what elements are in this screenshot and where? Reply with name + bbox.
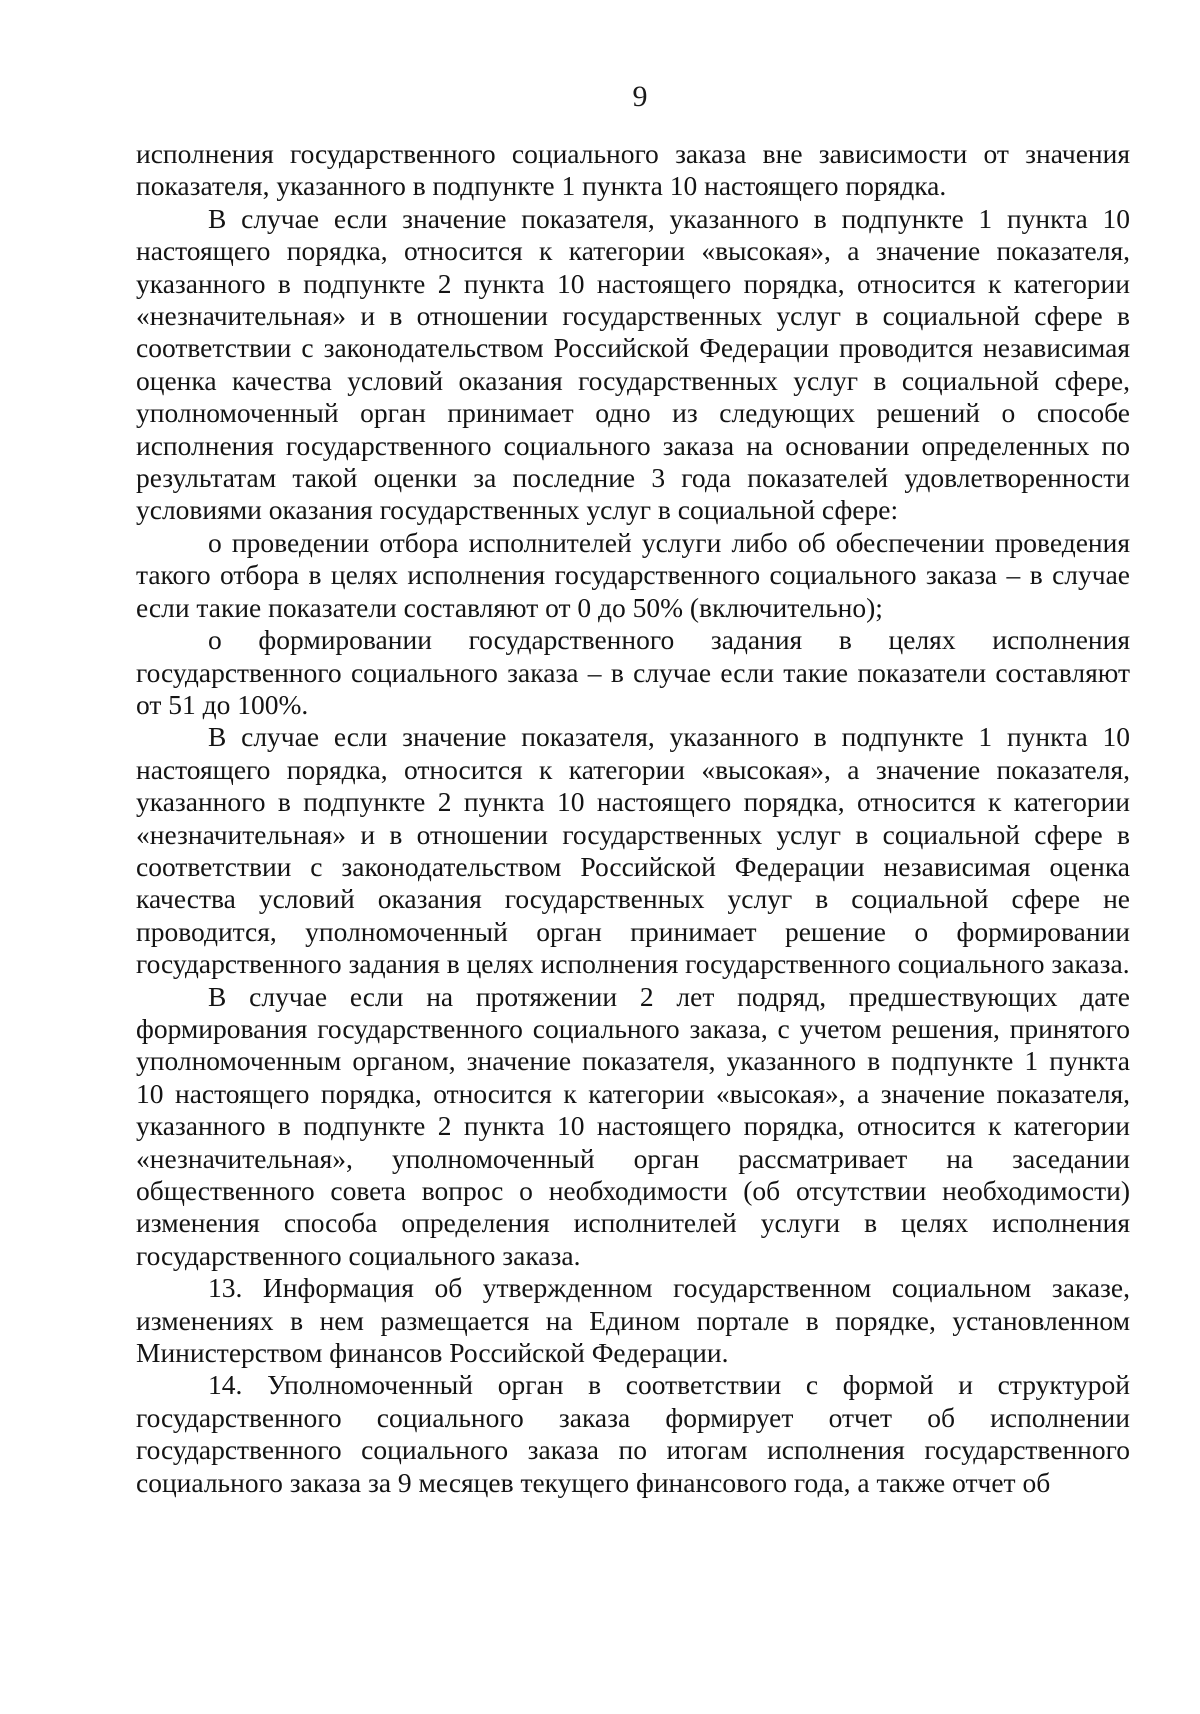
paragraph-continuation: исполнения государственного социального заказа вне зависимости от значения показателя, указанного в подпункте 1 пункта 10 настоящего порядка. bbox=[136, 138, 1130, 202]
paragraph-item-13: 13. Информация об утвержденном государственном социальном заказе, изменениях в нем размещается на Едином портале в порядке, установленном Министерством финансов Российской Федерации. bbox=[136, 1272, 1130, 1369]
paragraph-high-category-assessment: В случае если значение показателя, указанного в подпункте 1 пункта 10 настоящего порядка, относится к категории «высокая», а значение показателя, указанного в подпункте 2 пункта 10 настоящего порядка, относится к категории «незначительная» и в отношении государственных услуг в социальной сфере в соответствии с законодательством Российской Федерации проводится независимая оценка качества условий оказания государственных услуг в социальной сфере, уполномоченный орган принимает одно из следующих решений о способе исполнения государственного социального заказа на основании определенных по результатам такой оценки за последние 3 года показателей удовлетворенности условиями оказания государственных услуг в социальной сфере: bbox=[136, 202, 1130, 526]
paragraph-no-assessment: В случае если значение показателя, указанного в подпункте 1 пункта 10 настоящего порядка, относится к категории «высокая», а значение показателя, указанного в подпункте 2 пункта 10 настоящего порядка, относится к категории «незначительная» и в отношении государственных услуг в социальной сфере в соответствии с законодательством Российской Федерации независимая оценка качества условий оказания государственных услуг в социальной сфере не проводится, уполномоченный орган принимает решение о формировании государственного задания в целях исполнения государственного социального заказа. bbox=[136, 721, 1130, 980]
document-body bbox=[136, 138, 1130, 1499]
page-number: 9 bbox=[632, 80, 648, 113]
paragraph-option-selection: о проведении отбора исполнителей услуги либо об обеспечении проведения такого отбора в целях исполнения государственного социального заказа – в случае если такие показатели составляют от 0 до 50% (включительно); bbox=[136, 526, 1130, 623]
paragraph-option-state-task: о формировании государственного задания в целях исполнения государственного социального заказа – в случае если такие показатели составляют от 51 до 100%. bbox=[136, 624, 1130, 720]
paragraph-two-years: В случае если на протяжении 2 лет подряд, предшествующих дате формирования государственного социального заказа, с учетом решения, принятого уполномоченным органом, значение показателя, указанного в подпункте 1 пункта 10 настоящего порядка, относится к категории «высокая», а значение показателя, указанного в подпункте 2 пункта 10 настоящего порядка, относится к категории «незначительная», уполномоченный орган рассматривает на заседании общественного совета вопрос о необходимости (об отсутствии необходимости) изменения способа определения исполнителей услуги в целях исполнения государственного социального заказа. bbox=[136, 980, 1130, 1271]
paragraph-item-14: 14. Уполномоченный орган в соответствии с формой и структурой государственного социального заказа формирует отчет об исполнении государственного социального заказа по итогам исполнения государственного социального заказа за 9 месяцев текущего финансового года, а также отчет об bbox=[136, 1369, 1130, 1498]
